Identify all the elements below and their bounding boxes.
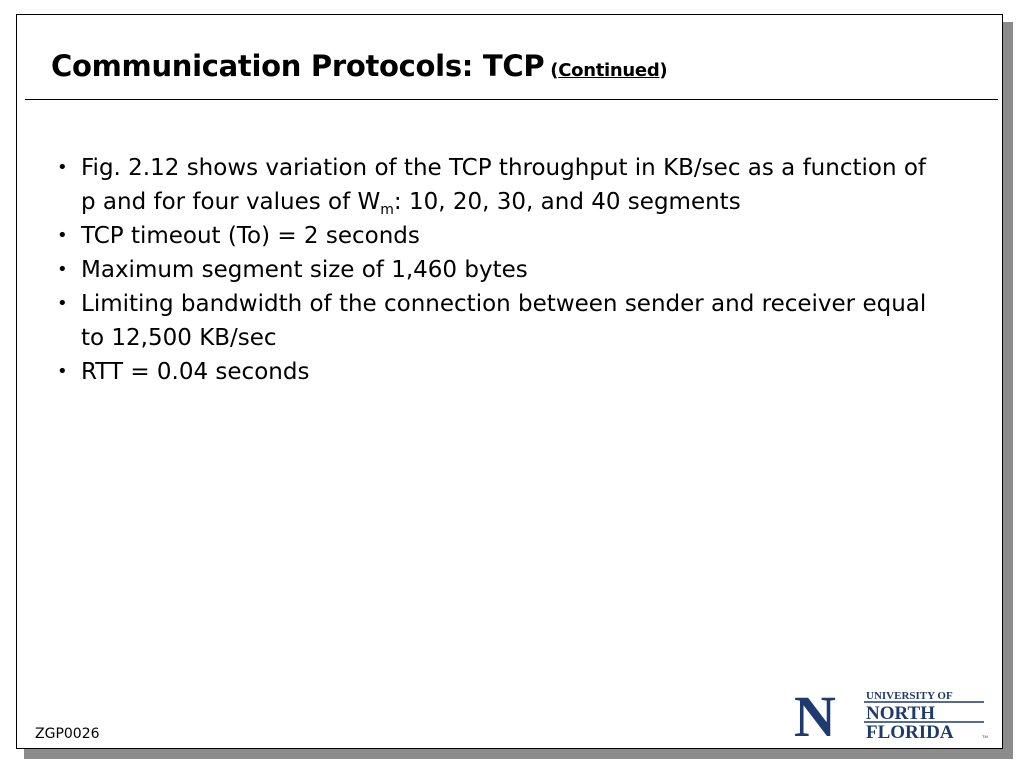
title-main: Communication Protocols: TCP [51,49,545,83]
svg-text:TM: TM [982,734,988,739]
unf-logo-icon [794,688,990,740]
bullet-icon: • [57,225,68,246]
slide-code: ZGP0026 [35,726,100,742]
slide [16,14,1003,749]
svg-text:NORTH: NORTH [866,703,936,724]
bullet-icon: • [57,157,68,178]
bullet-item: • Limiting bandwidth of the connection between sender and receiver equal to 12,500 KB/sec [57,287,937,355]
bullet-icon: • [57,259,68,280]
bullet-item: • Maximum segment size of 1,460 bytes [57,253,937,287]
bullet-list [57,151,937,389]
svg-text:N: N [794,688,836,740]
slide-title [51,49,667,83]
svg-text:UNIVERSITY OF: UNIVERSITY OF [866,690,953,702]
bullet-icon: • [57,361,68,382]
bullet-item: • TCP timeout (To) = 2 seconds [57,219,937,253]
svg-text:FLORIDA: FLORIDA [866,722,954,740]
title-divider [25,99,998,100]
bullet-item: • RTT = 0.04 seconds [57,355,937,389]
title-continued: (Continued) [550,60,668,81]
bullet-icon: • [57,293,68,314]
bullet-item: • Fig. 2.12 shows variation of the TCP throughput in KB/sec as a function of p and for four values of $W_m$: 10, 20, 30, and 40 segments [57,151,937,219]
